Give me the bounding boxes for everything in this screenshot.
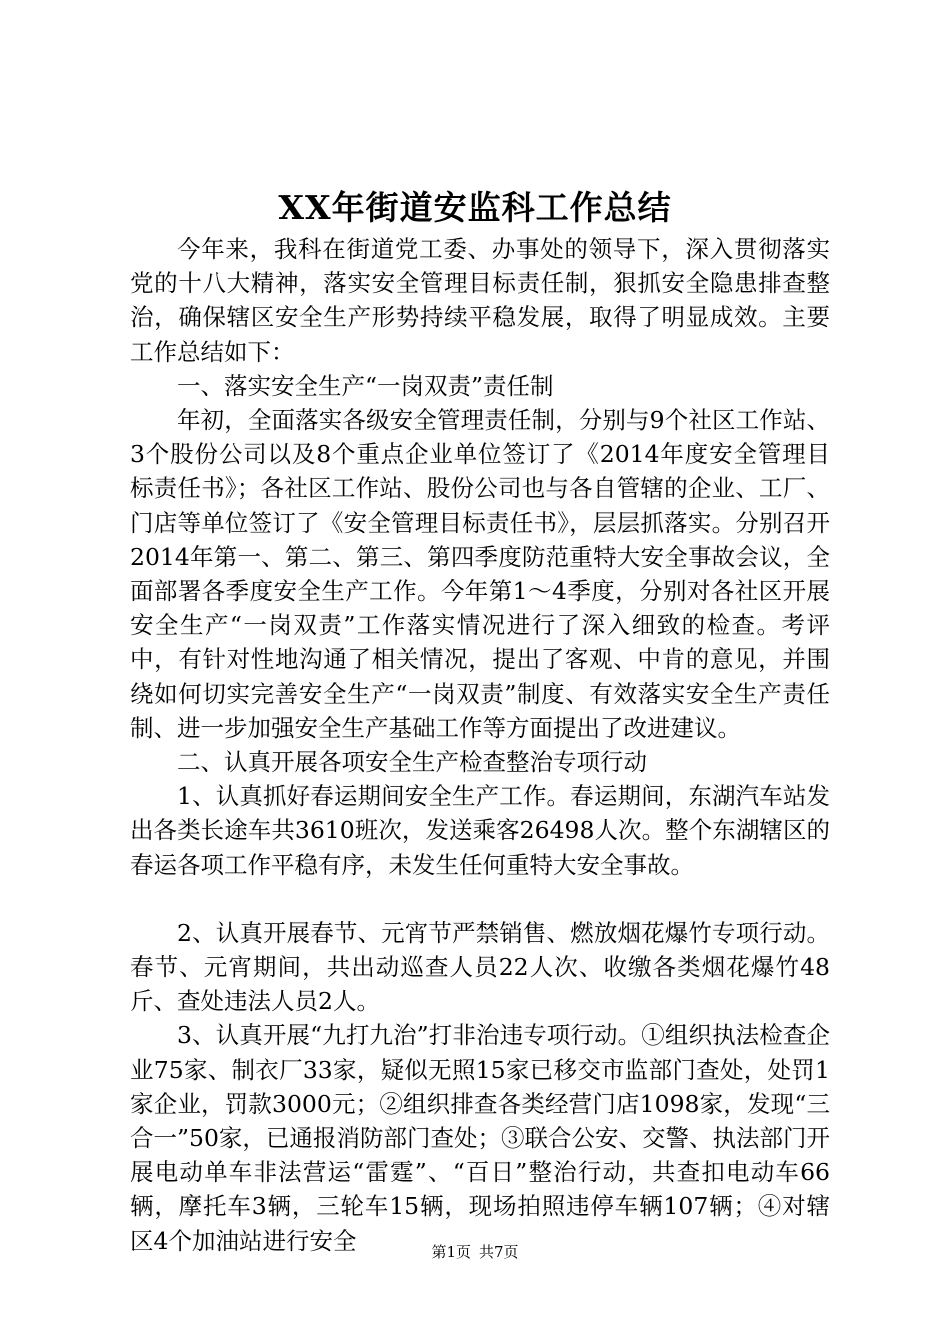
section-heading-2: 二、认真开展各项安全生产检查整治专项行动 <box>177 748 647 777</box>
paragraph-item-1: 1、认真抓好春运期间安全生产工作。春运期间，东湖汽车站发出各类长途车共3610班次，发送乘客26498人次。整个东湖辖区的春运各项工作平稳有序，未发生任何重特大安全事故。 <box>130 782 830 879</box>
page-total: 共7页 <box>479 1243 519 1261</box>
page-number: 第1页 <box>431 1243 471 1261</box>
paragraph-item-3: 3、认真开展“九打九治”打非治违专项行动。①组织执法检查企业75家、制衣厂33家，疑似无照15家已移交市监部门查处，处罚1家企业，罚款3000元；②组织排查各类经营门店1098家，发现“三合一”50家，已通报消防部门查处；③联合公安、交警、执法部门开展电动单车非法营运“雷霆”、“百日”整治行动，共查扣电动车66辆，摩托车3辆，三轮车15辆，现场拍照违停车辆107辆；④对辖区4个加油站进行安全 <box>130 1021 830 1255</box>
paragraph-intro: 今年来，我科在街道党工委、办事处的领导下，深入贯彻落实党的十八大精神，落实安全管理目标责任制，狠抓安全隐患排查整治，确保辖区安全生产形势持续平稳发展，取得了明显成效。主要工作总结如下： <box>130 235 830 366</box>
section-heading-1: 一、落实安全生产“一岗双责”责任制 <box>177 371 554 400</box>
paragraph-item-2: 2、认真开展春节、元宵节严禁销售、燃放烟花爆竹专项行动。春节、元宵期间，共出动巡查人员22人次、收缴各类烟花爆竹48斤、查处违法人员2人。 <box>130 918 830 1016</box>
page-footer <box>0 1242 950 1262</box>
document-body <box>130 232 830 1258</box>
paragraph-responsibility: 年初，全面落实各级安全管理责任制，分别与9个社区工作站、3个股份公司以及8个重点企业单位签订了《2014年度安全管理目标责任书》；各社区工作站、股份公司也与各自管辖的企业、工厂、门店等单位签订了《安全管理目标责任书》，层层抓落实。分别召开2014年第一、第二、第三、第四季度防范重特大安全事故会议，全面部署各季度安全生产工作。今年第1～4季度，分别对各社区开展安全生产“一岗双责”工作落实情况进行了深入细致的检查。考评中，有针对性地沟通了相关情况，提出了客观、中肯的意见，并围绕如何切实完善安全生产“一岗双责”制度、有效落实安全生产责任制、进一步加强安全生产基础工作等方面提出了改进建议。 <box>130 406 830 742</box>
document-title: XX年街道安监科工作总结 <box>278 188 672 227</box>
